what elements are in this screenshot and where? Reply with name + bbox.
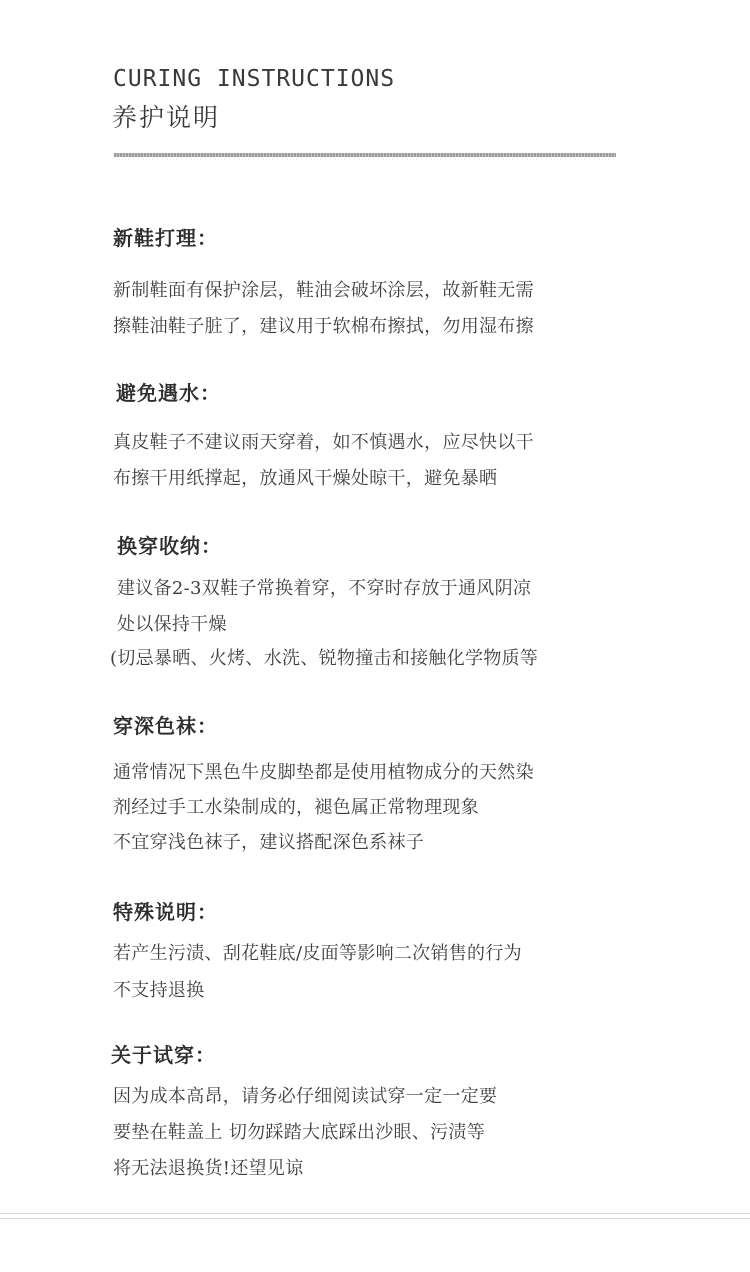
section-line: 建议备2-3双鞋子常换着穿，不穿时存放于通风阴凉 [117, 578, 532, 599]
section-title: 换穿收纳： [117, 534, 222, 558]
section-line: 因为成本高昂，请务必仔细阅读试穿一定一定要 [113, 1086, 498, 1107]
section-line: 真皮鞋子不建议雨天穿着，如不慎遇水，应尽快以干 [113, 432, 534, 453]
footer-divider [0, 1213, 750, 1219]
section-line: 不支持退换 [113, 980, 205, 1001]
section-line: 剂经过手工水染制成的，褪色属正常物理现象 [113, 797, 479, 818]
header-title-cn: 养护说明 [112, 103, 221, 132]
section-line: 擦鞋油鞋子脏了，建议用于软棉布擦拭，勿用湿布擦 [113, 316, 534, 337]
section-title: 穿深色袜： [113, 714, 218, 738]
header-title-en: CURING INSTRUCTIONS [113, 66, 396, 92]
section-line: 布擦干用纸撑起，放通风干燥处晾干，避免暴晒 [113, 468, 498, 489]
section-line: (切忌暴晒、火烤、水洗、锐物撞击和接触化学物质等 [110, 648, 539, 669]
section-line: 若产生污渍、刮花鞋底/皮面等影响二次销售的行为 [113, 943, 522, 964]
section-line: 新制鞋面有保护涂层，鞋油会破坏涂层，故新鞋无需 [113, 280, 534, 301]
section-line: 要垫在鞋盖上 切勿踩踏大底踩出沙眼、污渍等 [113, 1122, 486, 1143]
section-line: 不宜穿浅色袜子，建议搭配深色系袜子 [113, 832, 425, 853]
section-title: 特殊说明： [113, 900, 218, 924]
section-title: 避免遇水： [116, 381, 221, 405]
section-line: 将无法退换货!还望见谅 [113, 1158, 304, 1179]
section-line: 处以保持干燥 [117, 614, 227, 635]
section-title: 新鞋打理： [113, 226, 218, 250]
section-title: 关于试穿： [111, 1043, 216, 1067]
header-divider [114, 153, 616, 157]
section-line: 通常情况下黑色牛皮脚垫都是使用植物成分的天然染 [113, 762, 534, 783]
